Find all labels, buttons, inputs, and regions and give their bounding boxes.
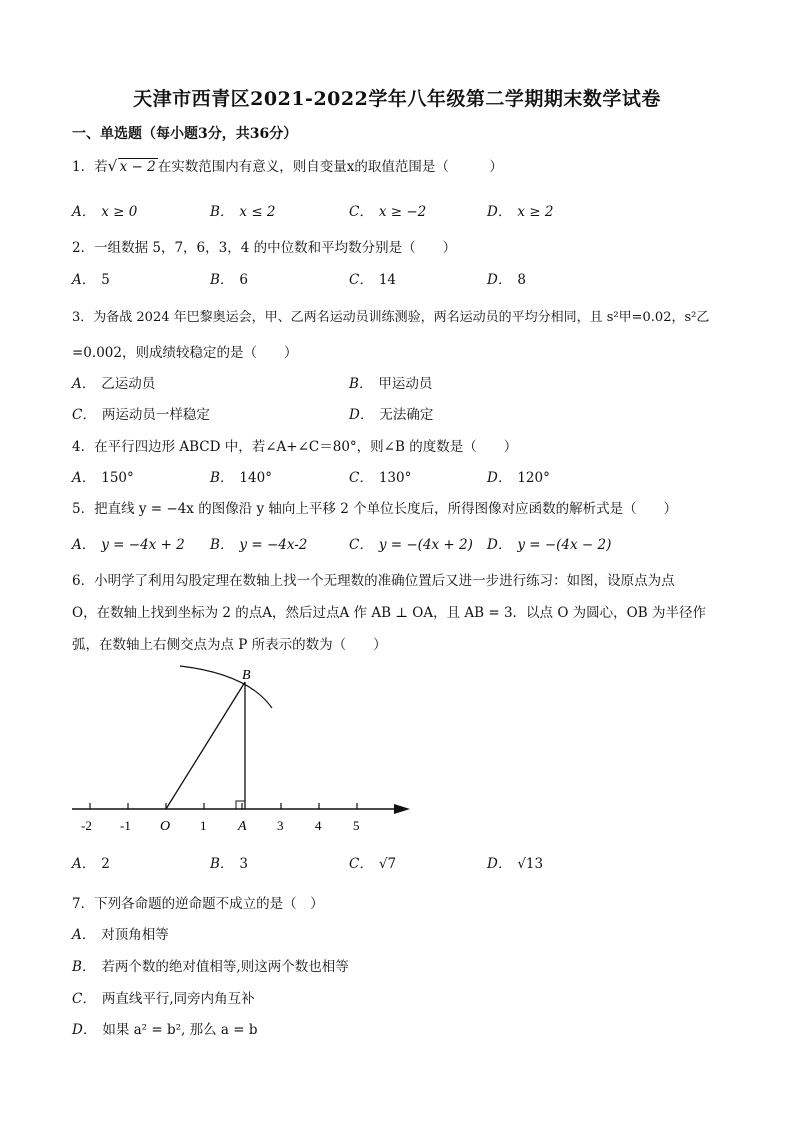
q6-option-a[interactable]: A． 2 (72, 856, 110, 872)
q3-option-d[interactable]: D． 无法确定 (349, 407, 434, 423)
axis-arrow-icon (394, 804, 410, 814)
q1-post: 在实数范围内有意义，则自变量x的取值范围是（ ） (157, 159, 503, 175)
q1-option-a[interactable]: A． x ≥ 0 (72, 204, 138, 220)
q7-option-b[interactable]: B． 若两个数的绝对值相等,则这两个数也相等 (72, 959, 349, 975)
q6-option-d[interactable]: D． √13 (487, 856, 544, 872)
q6-option-c[interactable]: C． √7 (349, 856, 397, 872)
question-5: 5．把直线 y = −4x 的图像沿 y 轴向上平移 2 个单位长度后，所得图像对应函数的解析式是（ ） (72, 501, 678, 517)
tick-label: -2 (81, 818, 92, 833)
tick-label: -1 (120, 818, 131, 833)
tick-label: 1 (200, 818, 207, 833)
point-b-label: B (242, 668, 251, 683)
q2-option-d[interactable]: D． 8 (487, 272, 526, 288)
q2-option-b[interactable]: B． 6 (210, 272, 249, 288)
q4-option-b[interactable]: B． 140° (210, 470, 272, 486)
question-7: 7．下列各命题的逆命题不成立的是（ ） (72, 896, 324, 912)
q5-option-d[interactable]: D． y = −(4x − 2) (487, 537, 612, 553)
q3-option-c[interactable]: C． 两运动员一样稳定 (72, 407, 210, 423)
q1-radicand: x − 2 (119, 159, 156, 175)
question-3-line-2: =0.002，则成绩较稳定的是（ ） (72, 345, 298, 361)
question-6-line-1: 6．小明学了利用勾股定理在数轴上找一个无理数的准确位置后又进一步进行练习：如图，设原点为点 (72, 573, 675, 589)
q3-option-a[interactable]: A． 乙运动员 (72, 376, 156, 392)
q5-option-c[interactable]: C． y = −(4x + 2) (349, 537, 473, 553)
tick-label: 4 (315, 818, 322, 833)
q6-option-b[interactable]: B． 3 (210, 856, 249, 872)
exam-title: 天津市西青区2021-2022学年八年级第二学期期末数学试卷 (133, 88, 661, 110)
segment-ob (166, 682, 245, 809)
section-heading: 一、单选题（每小题3分，共36分） (72, 126, 298, 142)
tick-label: O (160, 819, 171, 834)
question-3-line-1: 3．为备战 2024 年巴黎奥运会，甲、乙两名运动员训练测验，两名运动员的平均分相同，且 s²甲=0.02，s²乙 (72, 310, 710, 325)
tick-label: A (238, 819, 247, 834)
q4-option-d[interactable]: D． 120° (487, 470, 550, 486)
q5-option-a[interactable]: A． y = −4x + 2 (72, 537, 185, 553)
q2-option-a[interactable]: A． 5 (72, 272, 110, 288)
question-6-line-2: O，在数轴上找到坐标为 2 的点A，然后过点A 作 AB ⊥ OA，且 AB = 3．以点 O 为圆心，OB 为半径作 (72, 605, 706, 621)
q7-option-a[interactable]: A． 对顶角相等 (72, 927, 169, 943)
q1-pre: 1．若 (72, 159, 108, 175)
q7-option-d[interactable]: D． 如果 a² = b², 那么 a = b (72, 1022, 258, 1038)
q5-option-b[interactable]: B． y = −4x-2 (210, 537, 308, 553)
tick-label: 3 (277, 818, 284, 833)
q1-option-d[interactable]: D． x ≥ 2 (487, 204, 554, 220)
q7-option-c[interactable]: C． 两直线平行,同旁内角互补 (72, 991, 255, 1007)
q4-option-c[interactable]: C． 130° (349, 470, 412, 486)
right-angle-mark (236, 801, 245, 809)
question-6-line-3: 弧，在数轴上右侧交点为点 P 所表示的数为（ ） (72, 637, 387, 653)
q4-option-a[interactable]: A． 150° (72, 470, 134, 486)
q2-option-c[interactable]: C． 14 (349, 272, 397, 288)
radius-arc (180, 666, 272, 708)
q1-radical: √ x − 2 (107, 157, 156, 175)
q1-option-b[interactable]: B． x ≤ 2 (210, 204, 276, 220)
question-4: 4．在平行四边形 ABCD 中，若∠A+∠C＝80°，则∠B 的度数是（ ） (72, 439, 518, 455)
q3-option-b[interactable]: B． 甲运动员 (349, 376, 433, 392)
q1-option-c[interactable]: C． x ≥ −2 (349, 204, 427, 220)
number-line-figure (68, 660, 428, 840)
question-2: 2．一组数据 5，7，6，3，4 的中位数和平均数分别是（ ） (72, 240, 457, 256)
tick-label: 5 (353, 818, 360, 833)
question-1 (72, 155, 503, 175)
